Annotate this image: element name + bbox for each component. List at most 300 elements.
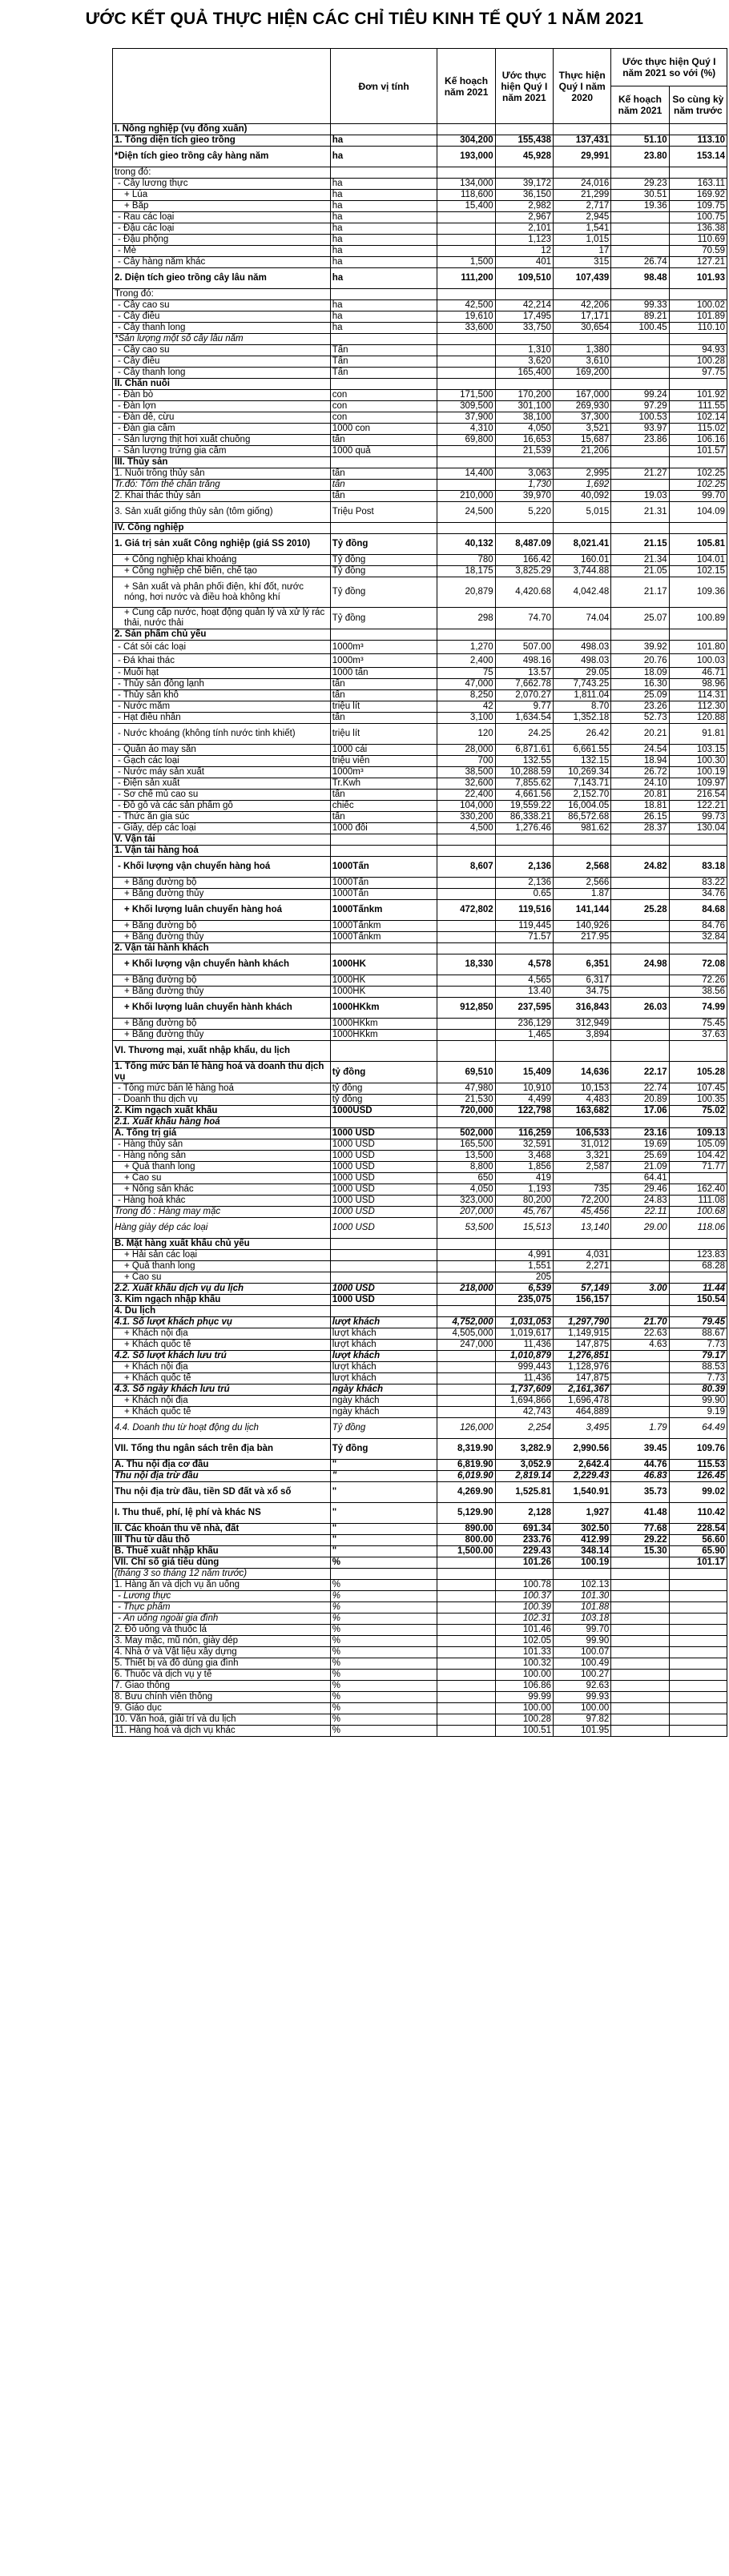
table-row bbox=[113, 900, 727, 921]
row-unit: Tỷ đồng bbox=[330, 534, 437, 555]
row-plan-2021: 134,000 bbox=[437, 179, 495, 190]
row-pct-plan bbox=[611, 834, 669, 846]
table-row bbox=[113, 1019, 727, 1030]
row-estimate-q1-2021: 2,254 bbox=[495, 1418, 553, 1439]
row-actual-q1-2020: 57,149 bbox=[554, 1284, 611, 1295]
row-pct-plan bbox=[611, 1580, 669, 1591]
row-unit bbox=[330, 1306, 437, 1317]
table-row bbox=[113, 1272, 727, 1284]
row-plan-2021: 1,270 bbox=[437, 641, 495, 654]
row-pct-last-year: 113.10 bbox=[669, 135, 727, 147]
table-row bbox=[113, 921, 727, 932]
row-plan-2021 bbox=[437, 1261, 495, 1272]
row-plan-2021: 720,000 bbox=[437, 1106, 495, 1117]
row-plan-2021: 47,980 bbox=[437, 1083, 495, 1095]
row-pct-plan: 19.03 bbox=[611, 491, 669, 502]
row-actual-q1-2020: 3,521 bbox=[554, 424, 611, 435]
document-title: ƯỚC KẾT QUẢ THỰC HIỆN CÁC CHỈ TIÊU KINH TẾ QUÝ 1 NĂM 2021 bbox=[85, 10, 644, 28]
row-actual-q1-2020: 8.70 bbox=[554, 701, 611, 713]
row-label: - Cây cao su bbox=[113, 345, 331, 356]
row-label: 1. Tổng mức bán lẻ hàng hoá và doanh thu dịch vụ bbox=[113, 1062, 331, 1083]
row-unit: ha bbox=[330, 147, 437, 167]
row-pct-plan bbox=[611, 1670, 669, 1681]
row-pct-plan: 20.76 bbox=[611, 654, 669, 668]
row-unit: 1000 USD bbox=[330, 1184, 437, 1196]
row-estimate-q1-2021 bbox=[495, 523, 553, 534]
row-label: - Đàn dê, cừu bbox=[113, 412, 331, 424]
row-unit bbox=[330, 124, 437, 135]
row-plan-2021 bbox=[437, 889, 495, 900]
table-row bbox=[113, 323, 727, 334]
row-plan-2021: 69,510 bbox=[437, 1062, 495, 1083]
row-pct-plan bbox=[611, 1384, 669, 1396]
row-unit: con bbox=[330, 401, 437, 412]
row-unit: ha bbox=[330, 179, 437, 190]
row-unit bbox=[330, 457, 437, 468]
row-unit: tỷ đồng bbox=[330, 1083, 437, 1095]
row-plan-2021: 207,000 bbox=[437, 1207, 495, 1218]
row-pct-last-year: 109.76 bbox=[669, 1439, 727, 1460]
row-pct-last-year: 100.35 bbox=[669, 1095, 727, 1106]
row-pct-last-year: 123.83 bbox=[669, 1250, 727, 1261]
row-plan-2021: 650 bbox=[437, 1173, 495, 1184]
row-pct-last-year: 118.06 bbox=[669, 1218, 727, 1239]
row-actual-q1-2020: 348.14 bbox=[554, 1546, 611, 1557]
row-estimate-q1-2021: 16,653 bbox=[495, 435, 553, 446]
row-estimate-q1-2021: 1,276.46 bbox=[495, 823, 553, 834]
row-estimate-q1-2021: 233.76 bbox=[495, 1535, 553, 1546]
row-unit: " bbox=[330, 1546, 437, 1557]
row-actual-q1-2020: 100.00 bbox=[554, 1703, 611, 1714]
row-pct-last-year: 75.45 bbox=[669, 1019, 727, 1030]
row-plan-2021 bbox=[437, 1670, 495, 1681]
row-estimate-q1-2021: 2,070.27 bbox=[495, 690, 553, 701]
row-plan-2021 bbox=[437, 878, 495, 889]
row-pct-plan: 18.81 bbox=[611, 801, 669, 812]
row-actual-q1-2020: 24,016 bbox=[554, 179, 611, 190]
row-pct-last-year: 83.22 bbox=[669, 878, 727, 889]
row-unit: % bbox=[330, 1580, 437, 1591]
row-label: Thu nội địa trừ đầu bbox=[113, 1471, 331, 1482]
row-pct-last-year: 100.75 bbox=[669, 212, 727, 223]
row-unit: lượt khách bbox=[330, 1351, 437, 1362]
row-pct-plan bbox=[611, 1261, 669, 1272]
row-unit: % bbox=[330, 1591, 437, 1602]
row-pct-plan: 21.15 bbox=[611, 534, 669, 555]
row-plan-2021: 21,530 bbox=[437, 1095, 495, 1106]
row-actual-q1-2020: 102.13 bbox=[554, 1580, 611, 1591]
row-label: + Khách nội địa bbox=[113, 1396, 331, 1407]
row-pct-last-year bbox=[669, 1636, 727, 1647]
row-plan-2021: 247,000 bbox=[437, 1340, 495, 1351]
row-actual-q1-2020: 21,299 bbox=[554, 190, 611, 201]
table-row bbox=[113, 954, 727, 975]
row-plan-2021 bbox=[437, 446, 495, 457]
row-plan-2021 bbox=[437, 289, 495, 300]
row-pct-plan: 19.36 bbox=[611, 201, 669, 212]
row-actual-q1-2020: 2,229.43 bbox=[554, 1471, 611, 1482]
row-pct-last-year: 83.18 bbox=[669, 857, 727, 878]
row-pct-plan bbox=[611, 1030, 669, 1041]
row-estimate-q1-2021: 100.78 bbox=[495, 1580, 553, 1591]
row-label: + Bằng đường bộ bbox=[113, 921, 331, 932]
row-plan-2021: 111,200 bbox=[437, 268, 495, 289]
row-unit: ha bbox=[330, 235, 437, 246]
row-estimate-q1-2021: 4,661.56 bbox=[495, 790, 553, 801]
row-unit: 1000HK bbox=[330, 975, 437, 987]
row-label: - Cây lương thực bbox=[113, 179, 331, 190]
row-pct-plan bbox=[611, 1658, 669, 1670]
row-estimate-q1-2021: 2,128 bbox=[495, 1503, 553, 1524]
row-plan-2021 bbox=[437, 1351, 495, 1362]
row-label: - Đàn gia cầm bbox=[113, 424, 331, 435]
row-actual-q1-2020 bbox=[554, 1239, 611, 1250]
row-estimate-q1-2021: 45,767 bbox=[495, 1207, 553, 1218]
table-header bbox=[113, 49, 727, 124]
row-plan-2021: 69,800 bbox=[437, 435, 495, 446]
row-unit: Triệu Post bbox=[330, 502, 437, 523]
row-label: - Đàn bò bbox=[113, 390, 331, 401]
row-pct-plan bbox=[611, 480, 669, 491]
row-label: - Cây cao su bbox=[113, 300, 331, 311]
row-pct-last-year: 70.59 bbox=[669, 246, 727, 257]
row-estimate-q1-2021: 32,591 bbox=[495, 1139, 553, 1151]
row-label: B. Mặt hàng xuất khẩu chủ yếu bbox=[113, 1239, 331, 1250]
row-label: III. Thủy sản bbox=[113, 457, 331, 468]
table-row bbox=[113, 668, 727, 679]
row-estimate-q1-2021 bbox=[495, 834, 553, 846]
row-estimate-q1-2021: 106.86 bbox=[495, 1681, 553, 1692]
row-estimate-q1-2021: 166.42 bbox=[495, 555, 553, 566]
row-pct-last-year: 101.92 bbox=[669, 390, 727, 401]
row-estimate-q1-2021 bbox=[495, 167, 553, 179]
row-unit: % bbox=[330, 1714, 437, 1726]
row-pct-plan bbox=[611, 1351, 669, 1362]
row-plan-2021 bbox=[437, 1019, 495, 1030]
row-actual-q1-2020: 100.07 bbox=[554, 1647, 611, 1658]
table-row bbox=[113, 268, 727, 289]
row-pct-last-year bbox=[669, 1117, 727, 1128]
row-actual-q1-2020: 14,636 bbox=[554, 1062, 611, 1083]
row-estimate-q1-2021: 1,310 bbox=[495, 345, 553, 356]
row-pct-plan bbox=[611, 1692, 669, 1703]
row-unit bbox=[330, 943, 437, 954]
row-pct-last-year: 71.77 bbox=[669, 1162, 727, 1173]
row-label: *Diện tích gieo trồng cây hàng năm bbox=[113, 147, 331, 167]
table-row bbox=[113, 690, 727, 701]
row-pct-plan: 21.34 bbox=[611, 555, 669, 566]
row-pct-plan bbox=[611, 921, 669, 932]
row-plan-2021 bbox=[437, 1030, 495, 1041]
row-pct-last-year: 169.92 bbox=[669, 190, 727, 201]
row-plan-2021: 33,600 bbox=[437, 323, 495, 334]
row-unit: % bbox=[330, 1670, 437, 1681]
header-compare-group bbox=[611, 49, 727, 124]
row-actual-q1-2020: 315 bbox=[554, 257, 611, 268]
row-actual-q1-2020: 13,140 bbox=[554, 1218, 611, 1239]
table-row bbox=[113, 1396, 727, 1407]
row-label: - Đậu các loại bbox=[113, 223, 331, 235]
row-unit: 1000Tấn bbox=[330, 889, 437, 900]
row-actual-q1-2020: 1,692 bbox=[554, 480, 611, 491]
row-actual-q1-2020: 2,995 bbox=[554, 468, 611, 480]
table-row bbox=[113, 1106, 727, 1117]
table-row bbox=[113, 1471, 727, 1482]
row-unit: ha bbox=[330, 223, 437, 235]
row-pct-plan bbox=[611, 1396, 669, 1407]
row-plan-2021 bbox=[437, 480, 495, 491]
row-unit bbox=[330, 1261, 437, 1272]
table-row bbox=[113, 975, 727, 987]
row-unit: Tấn bbox=[330, 368, 437, 379]
row-pct-last-year: 153.14 bbox=[669, 147, 727, 167]
table-row bbox=[113, 756, 727, 767]
row-unit: 1000USD bbox=[330, 1106, 437, 1117]
row-plan-2021 bbox=[437, 356, 495, 368]
header-vs-last-year: So cùng kỳ năm trước bbox=[672, 94, 724, 116]
row-pct-plan: 39.92 bbox=[611, 641, 669, 654]
row-plan-2021: 4,269.90 bbox=[437, 1482, 495, 1503]
row-actual-q1-2020: 1,297,790 bbox=[554, 1317, 611, 1328]
row-pct-last-year: 106.16 bbox=[669, 435, 727, 446]
row-label: IV. Công nghiệp bbox=[113, 523, 331, 534]
table-row bbox=[113, 1557, 727, 1569]
row-pct-plan: 25.09 bbox=[611, 690, 669, 701]
row-pct-last-year: 46.71 bbox=[669, 668, 727, 679]
row-plan-2021 bbox=[437, 379, 495, 390]
table-row bbox=[113, 679, 727, 690]
row-pct-last-year: 101.93 bbox=[669, 268, 727, 289]
row-unit bbox=[330, 846, 437, 857]
row-actual-q1-2020: 2,568 bbox=[554, 857, 611, 878]
row-pct-last-year: 126.45 bbox=[669, 1471, 727, 1482]
row-unit bbox=[330, 1569, 437, 1580]
row-label: - Mè bbox=[113, 246, 331, 257]
row-plan-2021: 1,500 bbox=[437, 257, 495, 268]
row-pct-plan: 25.07 bbox=[611, 608, 669, 629]
row-plan-2021 bbox=[437, 246, 495, 257]
row-actual-q1-2020 bbox=[554, 289, 611, 300]
row-unit: 1000 USD bbox=[330, 1128, 437, 1139]
row-estimate-q1-2021: 39,970 bbox=[495, 491, 553, 502]
row-pct-plan: 22.74 bbox=[611, 1083, 669, 1095]
row-unit: lượt khách bbox=[330, 1373, 437, 1384]
row-label: - Cây điều bbox=[113, 356, 331, 368]
row-pct-plan bbox=[611, 1362, 669, 1373]
row-plan-2021: 53,500 bbox=[437, 1218, 495, 1239]
row-estimate-q1-2021: 100.28 bbox=[495, 1714, 553, 1726]
row-plan-2021 bbox=[437, 987, 495, 998]
table-row bbox=[113, 345, 727, 356]
row-pct-plan bbox=[611, 379, 669, 390]
row-actual-q1-2020: 1,541 bbox=[554, 223, 611, 235]
row-actual-q1-2020: 29,991 bbox=[554, 147, 611, 167]
row-plan-2021 bbox=[437, 1407, 495, 1418]
row-label: 8. Bưu chính viễn thông bbox=[113, 1692, 331, 1703]
row-pct-plan: 25.28 bbox=[611, 900, 669, 921]
row-plan-2021: 5,129.90 bbox=[437, 1503, 495, 1524]
table-row bbox=[113, 246, 727, 257]
row-pct-last-year: 162.40 bbox=[669, 1184, 727, 1196]
row-unit: % bbox=[330, 1726, 437, 1737]
row-unit: 1000 USD bbox=[330, 1295, 437, 1306]
row-plan-2021: 1,500.00 bbox=[437, 1546, 495, 1557]
row-pct-last-year: 37.63 bbox=[669, 1030, 727, 1041]
row-actual-q1-2020: 156,157 bbox=[554, 1295, 611, 1306]
table-row bbox=[113, 878, 727, 889]
row-estimate-q1-2021: 101.46 bbox=[495, 1625, 553, 1636]
row-plan-2021: 47,000 bbox=[437, 679, 495, 690]
row-estimate-q1-2021: 1,856 bbox=[495, 1162, 553, 1173]
row-label: 1. Hàng ăn và dịch vụ ăn uống bbox=[113, 1580, 331, 1591]
table-row bbox=[113, 812, 727, 823]
row-plan-2021: 304,200 bbox=[437, 135, 495, 147]
row-unit: % bbox=[330, 1647, 437, 1658]
row-actual-q1-2020: 107,439 bbox=[554, 268, 611, 289]
row-actual-q1-2020: 10,153 bbox=[554, 1083, 611, 1095]
table-row bbox=[113, 1261, 727, 1272]
row-pct-last-year: 91.81 bbox=[669, 724, 727, 745]
row-label: 5. Thiết bị và đồ dùng gia đình bbox=[113, 1658, 331, 1670]
table-row bbox=[113, 1384, 727, 1396]
table-row bbox=[113, 654, 727, 668]
table-row bbox=[113, 641, 727, 654]
row-actual-q1-2020: 21,206 bbox=[554, 446, 611, 457]
table-row bbox=[113, 1482, 727, 1503]
row-pct-last-year: 122.21 bbox=[669, 801, 727, 812]
row-unit: tấn bbox=[330, 468, 437, 480]
row-actual-q1-2020 bbox=[554, 1117, 611, 1128]
row-unit: 1000Tấnkm bbox=[330, 900, 437, 921]
row-estimate-q1-2021: 13.40 bbox=[495, 987, 553, 998]
row-plan-2021: 32,600 bbox=[437, 778, 495, 790]
table-row bbox=[113, 745, 727, 756]
row-label: - Doanh thu dịch vụ bbox=[113, 1095, 331, 1106]
row-plan-2021 bbox=[437, 846, 495, 857]
table-row bbox=[113, 987, 727, 998]
row-plan-2021 bbox=[437, 1602, 495, 1614]
row-plan-2021: 472,802 bbox=[437, 900, 495, 921]
row-plan-2021: 2,400 bbox=[437, 654, 495, 668]
row-label: 3. Sản xuất giống thủy sản (tôm giống) bbox=[113, 502, 331, 523]
row-actual-q1-2020: 1,128,976 bbox=[554, 1362, 611, 1373]
header-actual-q1-2020: Thực hiện Quý I năm 2020 bbox=[554, 49, 611, 124]
row-pct-plan: 21.31 bbox=[611, 502, 669, 523]
row-plan-2021: 126,000 bbox=[437, 1418, 495, 1439]
row-label: 1. Vận tải hàng hoá bbox=[113, 846, 331, 857]
row-pct-last-year: 100.28 bbox=[669, 356, 727, 368]
row-actual-q1-2020: 981.62 bbox=[554, 823, 611, 834]
row-pct-plan bbox=[611, 932, 669, 943]
row-pct-last-year: 112.30 bbox=[669, 701, 727, 713]
table-row bbox=[113, 857, 727, 878]
row-plan-2021: 4,310 bbox=[437, 424, 495, 435]
row-actual-q1-2020 bbox=[554, 457, 611, 468]
row-actual-q1-2020: 6,661.55 bbox=[554, 745, 611, 756]
row-label: + Bằng đường bộ bbox=[113, 878, 331, 889]
table-row bbox=[113, 1602, 727, 1614]
row-plan-2021: 800.00 bbox=[437, 1535, 495, 1546]
row-estimate-q1-2021: 3,825.29 bbox=[495, 566, 553, 577]
row-pct-last-year: 101.80 bbox=[669, 641, 727, 654]
row-pct-plan bbox=[611, 368, 669, 379]
row-pct-last-year: 110.42 bbox=[669, 1503, 727, 1524]
row-unit: tỷ đồng bbox=[330, 1062, 437, 1083]
row-estimate-q1-2021: 3,052.9 bbox=[495, 1460, 553, 1471]
row-unit: ngày khách bbox=[330, 1396, 437, 1407]
table-row bbox=[113, 823, 727, 834]
row-pct-plan: 16.30 bbox=[611, 679, 669, 690]
row-plan-2021: 42,500 bbox=[437, 300, 495, 311]
row-plan-2021 bbox=[437, 1614, 495, 1625]
row-plan-2021 bbox=[437, 1625, 495, 1636]
row-label: + Công nghiệp chế biến, chế tạo bbox=[113, 566, 331, 577]
row-unit: Tỷ đồng bbox=[330, 577, 437, 608]
table-row bbox=[113, 147, 727, 167]
row-estimate-q1-2021: 170,200 bbox=[495, 390, 553, 401]
table-row bbox=[113, 1614, 727, 1625]
row-pct-last-year: 34.76 bbox=[669, 889, 727, 900]
row-label: 3. May mặc, mũ nón, giày dép bbox=[113, 1636, 331, 1647]
row-pct-plan bbox=[611, 446, 669, 457]
row-actual-q1-2020: 74.04 bbox=[554, 608, 611, 629]
row-estimate-q1-2021: 4,420.68 bbox=[495, 577, 553, 608]
row-pct-plan: 17.06 bbox=[611, 1106, 669, 1117]
table-row bbox=[113, 1503, 727, 1524]
row-actual-q1-2020: 106,533 bbox=[554, 1128, 611, 1139]
row-pct-plan: 18.94 bbox=[611, 756, 669, 767]
table-row bbox=[113, 790, 727, 801]
row-unit: 1000 USD bbox=[330, 1151, 437, 1162]
row-estimate-q1-2021: 33,750 bbox=[495, 323, 553, 334]
table-row bbox=[113, 1373, 727, 1384]
row-label: 6. Thuốc và dịch vụ y tế bbox=[113, 1670, 331, 1681]
row-actual-q1-2020: 1,015 bbox=[554, 235, 611, 246]
row-label: + Khách quốc tế bbox=[113, 1340, 331, 1351]
row-unit: 1000 USD bbox=[330, 1139, 437, 1151]
header-estimate-q1-2021: Ước thực hiện Quý I năm 2021 bbox=[495, 49, 553, 124]
row-pct-last-year bbox=[669, 1239, 727, 1250]
row-plan-2021 bbox=[437, 629, 495, 641]
row-pct-last-year: 100.89 bbox=[669, 608, 727, 629]
row-label: 2. Khai thác thủy sản bbox=[113, 491, 331, 502]
row-pct-plan: 1.79 bbox=[611, 1418, 669, 1439]
row-pct-last-year: 228.54 bbox=[669, 1524, 727, 1535]
table-row bbox=[113, 124, 727, 135]
row-pct-last-year: 100.19 bbox=[669, 767, 727, 778]
row-label: - Sơ chế mủ cao su bbox=[113, 790, 331, 801]
row-pct-plan: 22.11 bbox=[611, 1207, 669, 1218]
row-pct-plan bbox=[611, 289, 669, 300]
table-row bbox=[113, 235, 727, 246]
table-row bbox=[113, 1173, 727, 1184]
row-actual-q1-2020: 1,380 bbox=[554, 345, 611, 356]
row-unit: " bbox=[330, 1482, 437, 1503]
row-plan-2021 bbox=[437, 1681, 495, 1692]
row-pct-last-year: 111.55 bbox=[669, 401, 727, 412]
row-estimate-q1-2021: 15,513 bbox=[495, 1218, 553, 1239]
row-actual-q1-2020 bbox=[554, 834, 611, 846]
table-row bbox=[113, 943, 727, 954]
row-estimate-q1-2021: 1,737,609 bbox=[495, 1384, 553, 1396]
row-unit bbox=[330, 629, 437, 641]
row-label: 4.1. Số lượt khách phục vụ bbox=[113, 1317, 331, 1328]
row-label: + Cung cấp nước, hoạt động quản lý và xử lý rác thải, nước thải bbox=[113, 608, 331, 629]
row-unit: tấn bbox=[330, 435, 437, 446]
row-pct-plan: 99.24 bbox=[611, 390, 669, 401]
row-unit: 1000HKkm bbox=[330, 1030, 437, 1041]
row-pct-plan bbox=[611, 1625, 669, 1636]
